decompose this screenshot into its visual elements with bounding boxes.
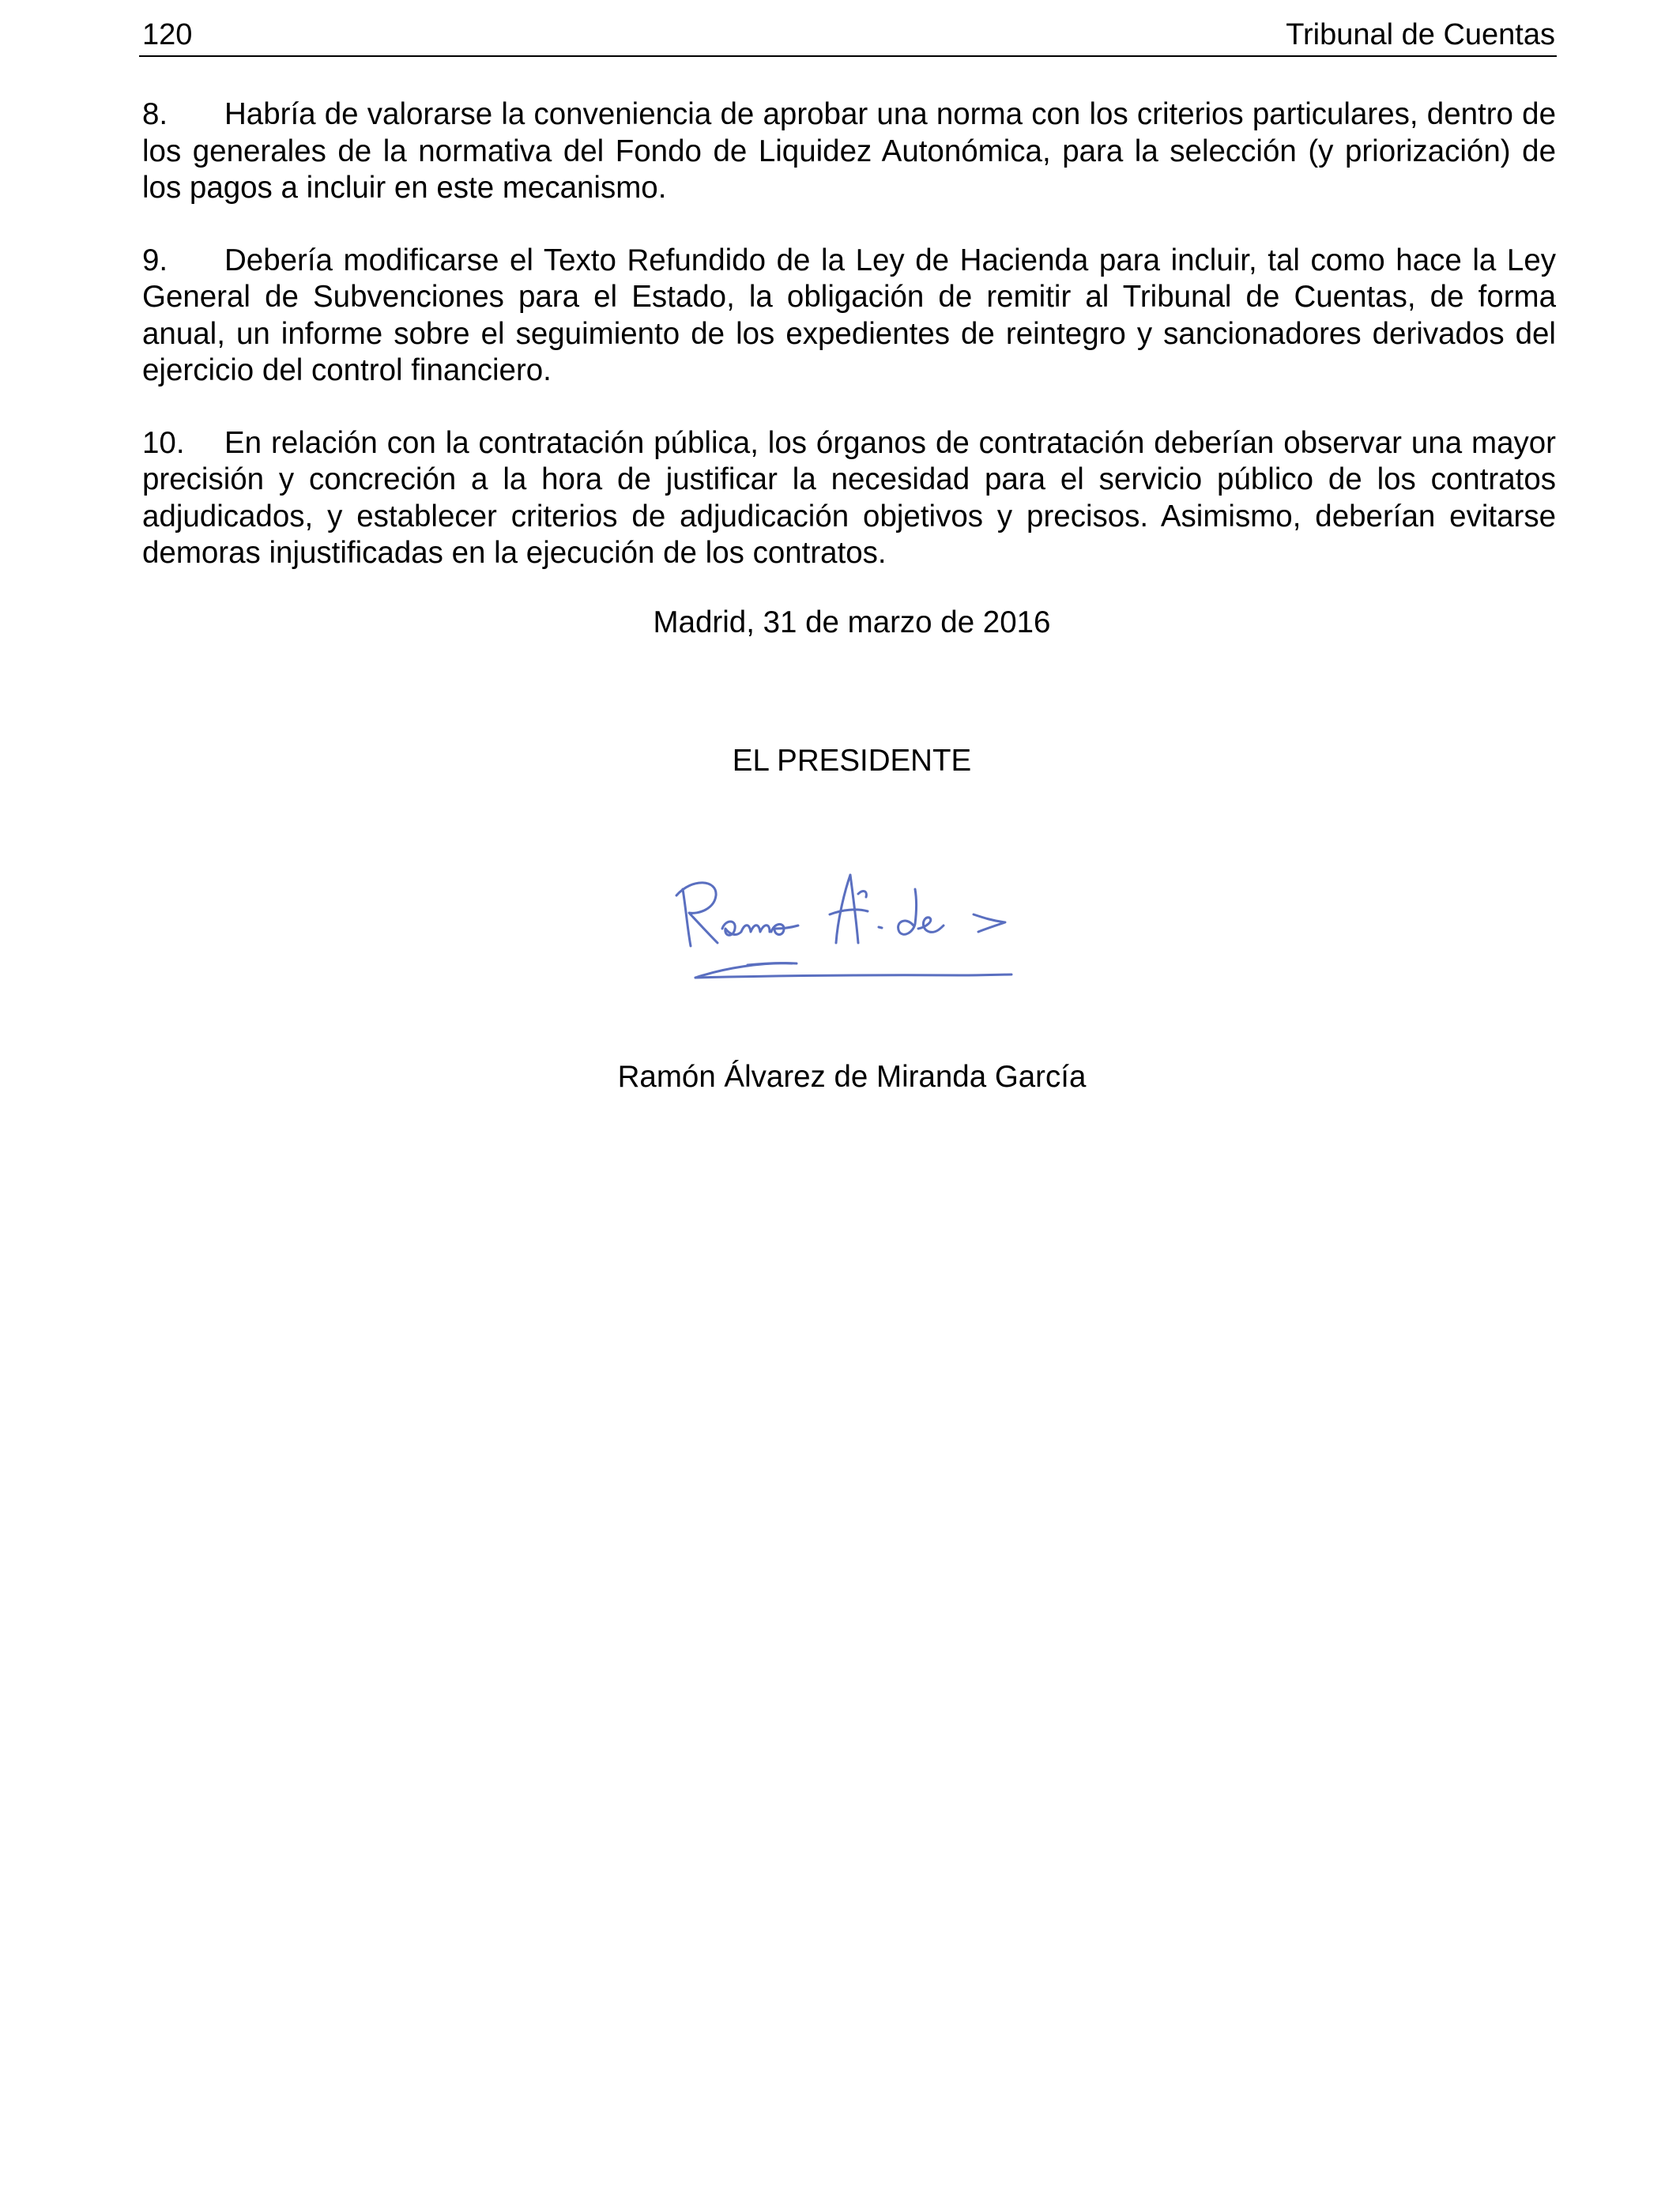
signatory-name: Ramón Álvarez de Miranda García	[617, 1060, 1087, 1094]
running-header	[139, 14, 1557, 57]
recommendation-number: 9.	[142, 243, 168, 277]
handwritten-signature	[669, 850, 1079, 1008]
recommendations-list	[142, 96, 1556, 608]
place-date: Madrid, 31 de marzo de 2016	[653, 605, 1051, 639]
recommendation-number: 8.	[142, 97, 168, 131]
recommendation-number: 10.	[142, 425, 185, 460]
running-title: Tribunal de Cuentas	[1286, 18, 1555, 51]
recommendation-text: Debería modificarse el Texto Refundido de la Ley de Hacienda para incluir, tal como hace la Ley General de Subvenciones para el Estado, la obligación de remitir al Tribunal de Cuentas, de forma anual, un informe sobre el seguimiento de los expedientes de reintegro y sancionadores derivados del ejercicio del control financiero.	[142, 243, 1556, 387]
page-number: 120	[142, 18, 193, 51]
recommendation-text: En relación con la contratación pública, los órganos de contratación deberían observar una mayor precisión y concreción a la hora de justificar la necesidad para el servicio público de los contratos adjudicados, y establecer criterios de adjudicación objetivos y precisos. Asimismo, deberían evitarse demoras injustificadas en la ejecución de los contratos.	[142, 425, 1556, 570]
recommendation-item	[142, 425, 1556, 572]
signatory-title: EL PRESIDENTE	[732, 744, 972, 778]
recommendation-text: Habría de valorarse la conveniencia de aprobar una norma con los criterios particulares, dentro de los generales de la normativa del Fondo de Liquidez Autonómica, para la selección (y priorización) de los pagos a incluir en este mecanismo.	[142, 97, 1556, 205]
recommendation-item	[142, 96, 1556, 207]
recommendation-item	[142, 243, 1556, 390]
